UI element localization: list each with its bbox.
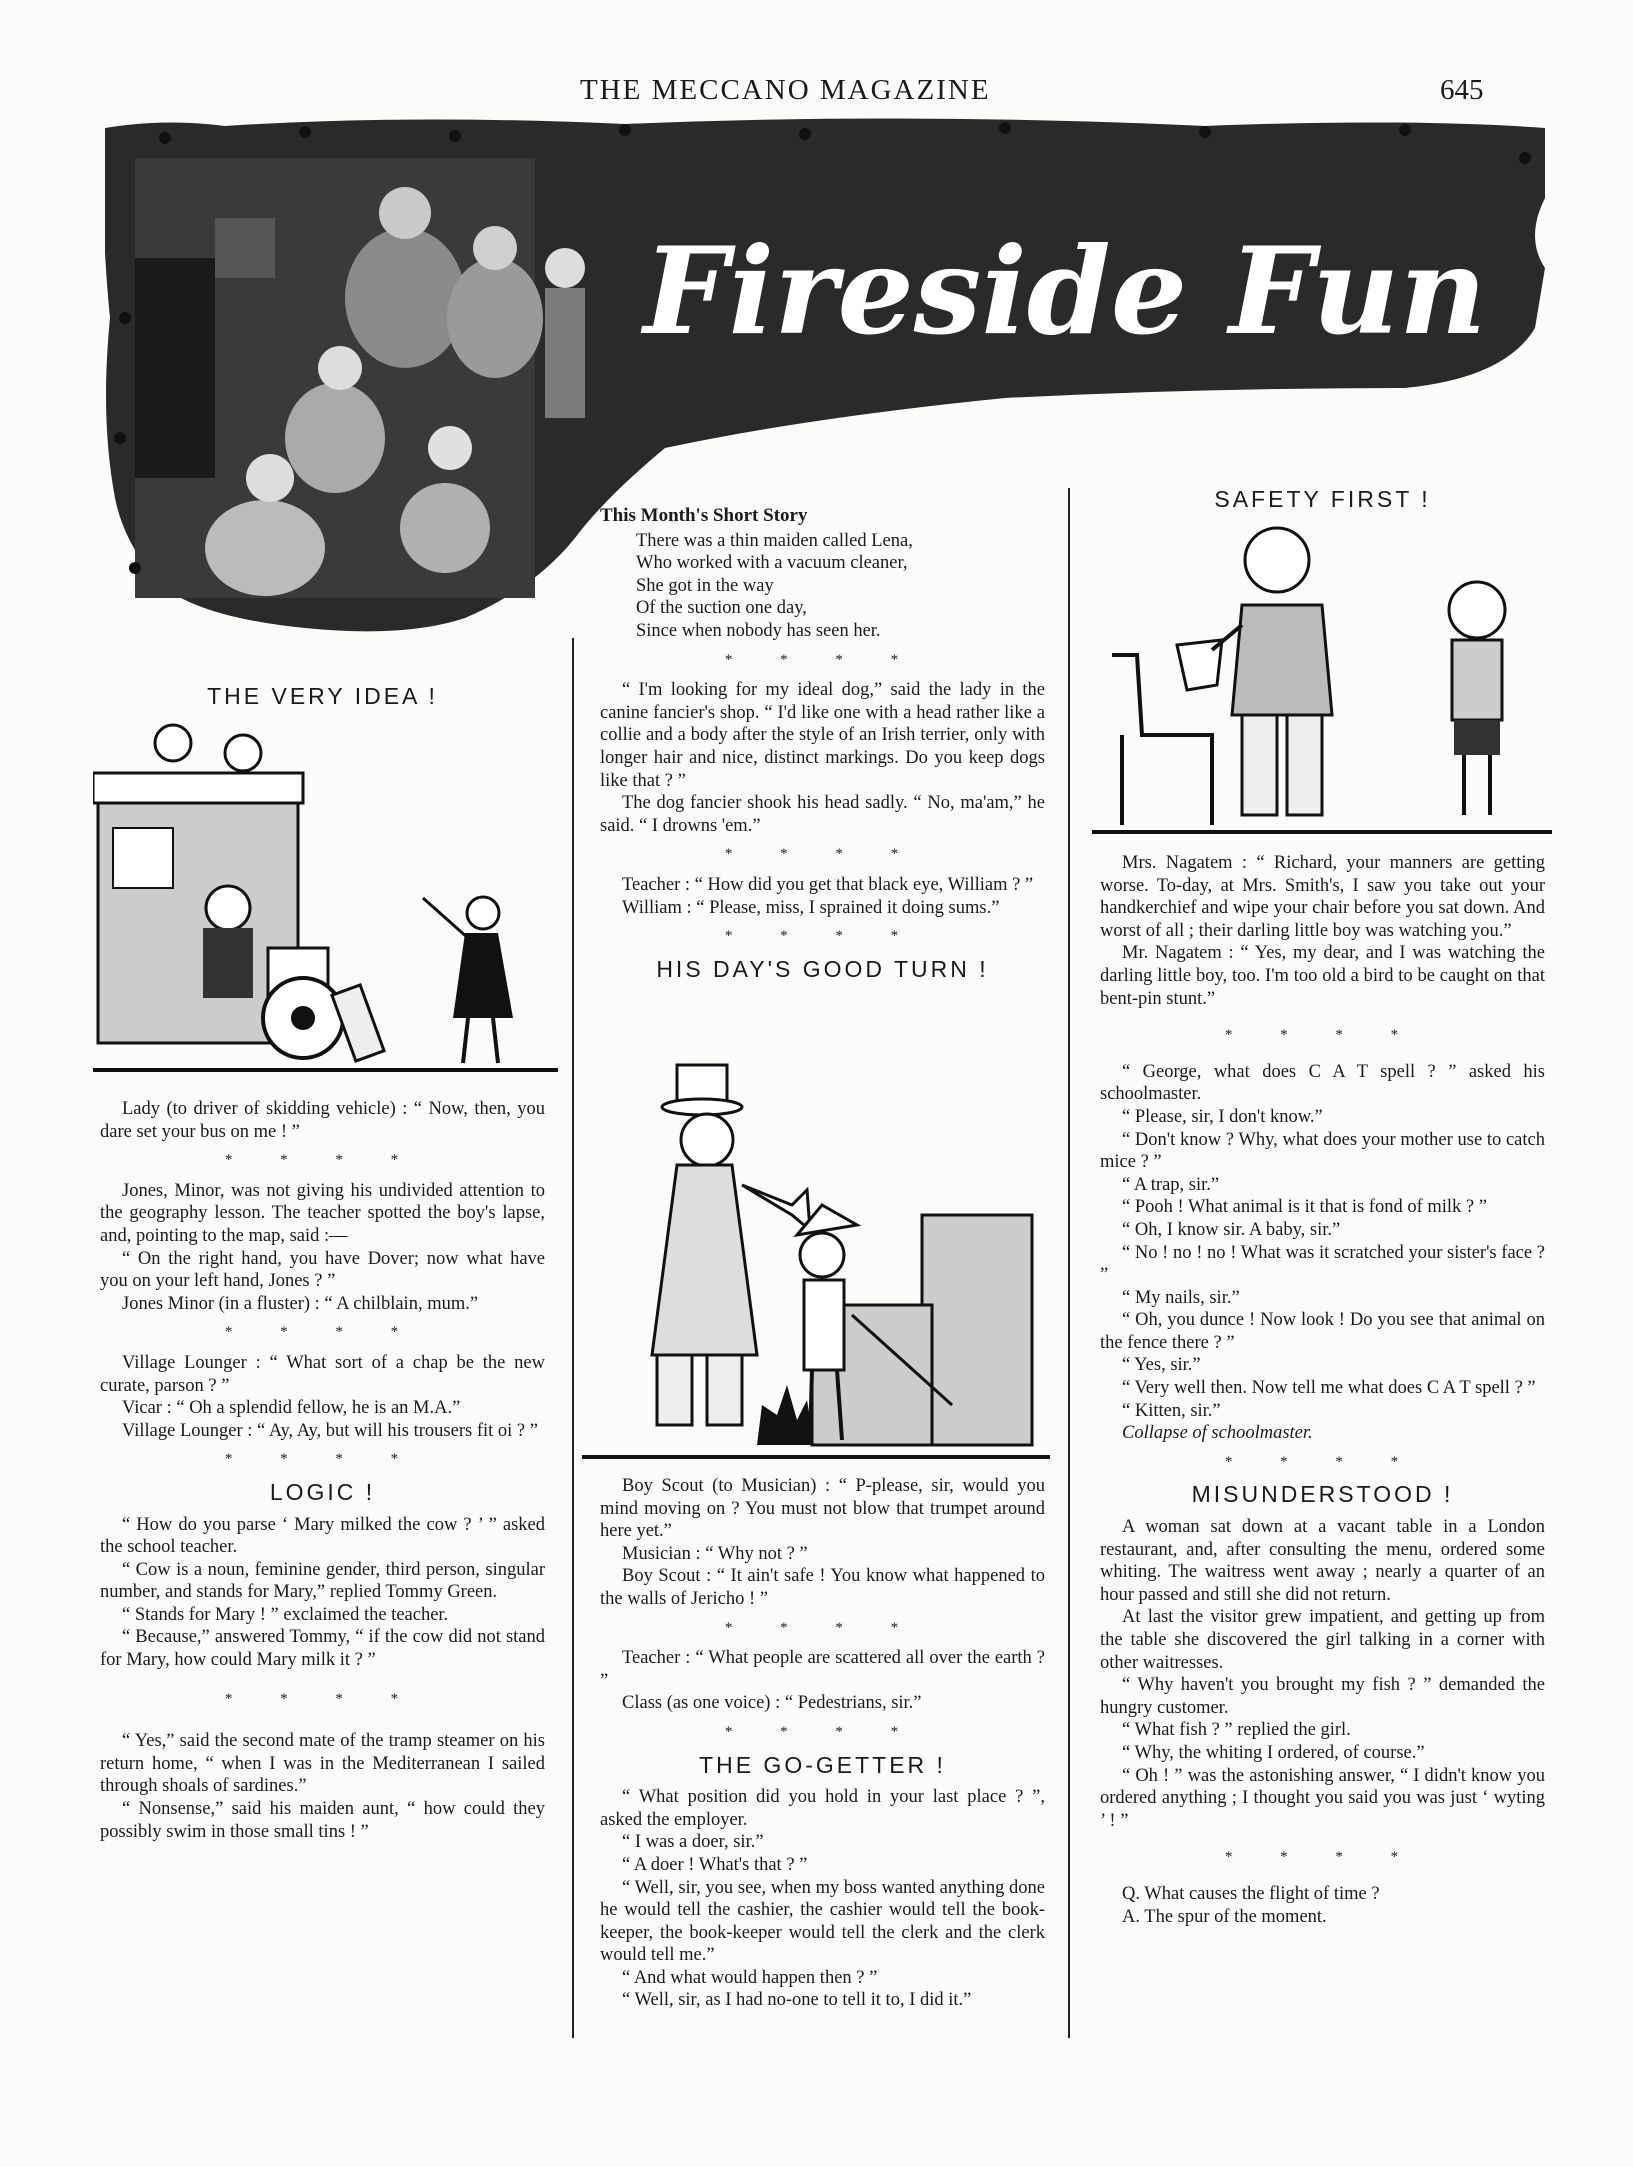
separator-stars: * * * * xyxy=(1224,1453,1421,1470)
joke-go-getter-5: “ And what would happen then ? ” xyxy=(622,1967,878,1988)
joke-go-getter-6: “ Well, sir, as I had no-one to tell it to, I did it.” xyxy=(622,1990,972,2011)
joke-go-getter-2: “ I was a doer, sir.” xyxy=(622,1832,764,1853)
joke-whiting-3: “ Why haven't you brought my fish ? ” demanded the hungry customer. xyxy=(1100,1675,1545,1718)
joke-go-getter-3: “ A doer ! What's that ? ” xyxy=(622,1854,808,1875)
heading-the-very-idea: THE VERY IDEA ! xyxy=(207,683,438,709)
separator-stars: * * * * xyxy=(724,651,921,668)
joke-ideal-dog: “ I'm looking for my ideal dog,” said the lady in the canine fancier's shop. “ I'd like one with a head rather like a collie and a body after the style of an Irish terrier, only with longer hair and nice, distinct markings. Do you keep dogs like that ? ” xyxy=(600,680,1045,791)
separator-stars: * * * * xyxy=(724,1619,921,1636)
heading-misunderstood: MISUNDERSTOOD ! xyxy=(1191,1481,1454,1508)
separator-stars: * * * * xyxy=(224,1690,421,1707)
joke-whiting-6: “ Oh ! ” was the astonishing answer, “ I didn't know you ordered anything ; I thought you said you was just ‘ wyting ’ ! ” xyxy=(1100,1765,1545,1831)
heading-logic: LOGIC ! xyxy=(269,1478,376,1505)
verse-line: Since when nobody has seen her. xyxy=(636,620,881,641)
joke-cat-1: “ George, what does C A T spell ? ” asked his schoolmaster. xyxy=(1100,1061,1545,1105)
joke-cat-12: “ Kitten, sir.” xyxy=(1122,1400,1221,1421)
separator-stars: * * * * xyxy=(1224,1027,1421,1044)
scout-trumpet-cartoon xyxy=(582,1055,1050,1460)
separator-stars: * * * * xyxy=(224,1324,421,1341)
page-number: 645 xyxy=(1440,74,1484,106)
left-column-text xyxy=(100,1098,545,1843)
right-column-text xyxy=(1100,852,1545,1928)
joke-cat-8: “ My nails, sir.” xyxy=(1122,1287,1240,1308)
separator-stars: * * * * xyxy=(224,1152,421,1169)
joke-logic-1: “ How do you parse ‘ Mary milked the cow ? ’ ” asked the school teacher. xyxy=(100,1514,545,1558)
heading-the-go-getter: THE GO-GETTER ! xyxy=(699,1751,946,1778)
heading-safety-first: SAFETY FIRST ! xyxy=(1214,486,1431,512)
joke-logic-2: “ Cow is a noun, feminine gender, third person, singular number, and stands for Mary,” replied Tommy Green. xyxy=(100,1559,545,1603)
heading-his-days-good-turn: HIS DAY'S GOOD TURN ! xyxy=(656,955,989,982)
joke-whiting-1: A woman sat down at a vacant table in a London restaurant, and, after consulting the menu, ordered some whiting. The waitress went away ; nearly a quarter of an hour passed and still she did not return. xyxy=(1100,1517,1545,1605)
joke-whiting-4: “ What fish ? ” replied the girl. xyxy=(1122,1720,1351,1741)
joke-nagatem-2: Mr. Nagatem : “ Yes, my dear, and I was watching the darling little boy, too. I'm too old a bird to be caught on that bent-pin stunt.” xyxy=(1100,943,1545,1009)
column-rule-right xyxy=(1068,488,1070,2038)
riddle-answer: A. The spur of the moment. xyxy=(1122,1906,1327,1927)
joke-pedestrians-2: Class (as one voice) : “ Pedestrians, sir.” xyxy=(622,1693,922,1714)
joke-cat-3: “ Don't know ? Why, what does your mother use to catch mice ? ” xyxy=(1100,1129,1545,1173)
separator-stars: * * * * xyxy=(724,928,921,945)
joke-go-getter-1: “ What position did you hold in your last place ? ”, asked the employer. xyxy=(600,1787,1045,1830)
joke-whiting-5: “ Why, the whiting I ordered, of course.” xyxy=(1122,1742,1425,1763)
joke-jones-minor: Jones, Minor, was not giving his undivided attention to the geography lesson. The teacher spotted the boy's lapse, and, pointing to the map, said :— xyxy=(100,1180,545,1246)
bus-cartoon xyxy=(93,718,558,1073)
joke-go-getter-4: “ Well, sir, you see, when my boss wanted anything done he would tell the cashier, the cashier would tell the book-keeper, the book-keeper would tell the clerk and the clerk would tell me.” xyxy=(600,1877,1045,1966)
joke-logic-4: “ Because,” answered Tommy, “ if the cow did not stand for Mary, how could Mary milk it ? ” xyxy=(100,1627,545,1671)
separator-stars: * * * * xyxy=(724,1723,921,1740)
joke-jones-minor-3: Jones Minor (in a fluster) : “ A chilblain, mum.” xyxy=(122,1293,479,1314)
joke-pedestrians-1: Teacher : “ What people are scattered all over the earth ? ” xyxy=(600,1648,1045,1691)
separator-stars: * * * * xyxy=(1224,1849,1421,1866)
middle-column xyxy=(600,505,1045,990)
verse-line: She got in the way xyxy=(636,575,774,596)
joke-logic-3: “ Stands for Mary ! ” exclaimed the teacher. xyxy=(122,1604,449,1625)
joke-cat-6: “ Oh, I know sir. A baby, sir.” xyxy=(1122,1219,1341,1240)
joke-sardines-2: “ Nonsense,” said his maiden aunt, “ how could they possibly swim in those small tins ! ” xyxy=(100,1799,545,1842)
joke-cat-10: “ Yes, sir.” xyxy=(1122,1355,1201,1376)
joke-lady-bus: Lady (to driver of skidding vehicle) : “ Now, then, you dare set your bus on me ! ” xyxy=(100,1099,545,1142)
short-story-verse xyxy=(600,530,1045,643)
joke-village-lounger: Village Lounger : “ What sort of a chap be the new curate, parson ? ” xyxy=(100,1352,545,1396)
verse-line: There was a thin maiden called Lena, xyxy=(636,530,913,551)
joke-scout-1: Boy Scout (to Musician) : “ P-please, sir, would you mind moving on ? You must not blow that trumpet around here yet.” xyxy=(600,1476,1045,1542)
joke-whiting-2: At last the visitor grew impatient, and getting up from the table she discovered the girl talking in a corner with other waitresses. xyxy=(1100,1607,1545,1673)
joke-scout-3: Boy Scout : “ It ain't safe ! You know what happened to the walls of Jericho ! ” xyxy=(600,1566,1045,1609)
middle-column-text xyxy=(600,1475,1045,2012)
joke-jones-minor-2: “ On the right hand, you have Dover; now what have you on your left hand, Jones ? ” xyxy=(100,1248,545,1292)
joke-cat-11: “ Very well then. Now tell me what does C A T spell ? ” xyxy=(1122,1378,1536,1399)
safety-first-cartoon xyxy=(1092,515,1552,835)
joke-village-lounger-2: Village Lounger : “ Ay, Ay, but will his trousers fit oi ? ” xyxy=(122,1420,538,1441)
riddle-question: Q. What causes the flight of time ? xyxy=(1122,1883,1380,1904)
column-rule-left xyxy=(572,638,574,2038)
joke-black-eye-2: William : “ Please, miss, I sprained it doing sums.” xyxy=(622,897,1000,918)
short-story-title: This Month's Short Story xyxy=(600,505,808,526)
joke-cat-2: “ Please, sir, I don't know.” xyxy=(1122,1106,1323,1127)
joke-cat-13: Collapse of schoolmaster. xyxy=(1122,1423,1313,1444)
joke-ideal-dog-2: The dog fancier shook his head sadly. “ No, ma'am,” he said. “ I drowns 'em.” xyxy=(600,793,1045,836)
verse-line: Of the suction one day, xyxy=(636,598,807,619)
separator-stars: * * * * xyxy=(724,846,921,863)
joke-sardines-1: “ Yes,” said the second mate of the tramp steamer on his return home, “ when I was in the Mediterranean I sailed through shoals of sardines.” xyxy=(100,1731,545,1797)
left-column xyxy=(100,675,545,718)
verse-line: Who worked with a vacuum cleaner, xyxy=(636,553,908,574)
joke-cat-7: “ No ! no ! no ! What was it scratched your sister's face ? ” xyxy=(1100,1242,1545,1286)
joke-cat-5: “ Pooh ! What animal is it that is fond of milk ? ” xyxy=(1122,1197,1487,1218)
running-head: THE MECCANO MAGAZINE xyxy=(580,74,991,106)
joke-black-eye: Teacher : “ How did you get that black eye, William ? ” xyxy=(622,874,1034,895)
joke-cat-9: “ Oh, you dunce ! Now look ! Do you see that animal on the fence there ? ” xyxy=(1100,1310,1545,1353)
joke-nagatem-1: Mrs. Nagatem : “ Richard, your manners are getting worse. To-day, at Mrs. Smith's, I saw you take out your handkerchief and wipe your chair before you sat down. And worst of all ; their darling little boy was watching you.” xyxy=(1100,853,1545,941)
separator-stars: * * * * xyxy=(224,1451,421,1468)
joke-cat-4: “ A trap, sir.” xyxy=(1122,1174,1220,1195)
banner-title: Fireside Fun xyxy=(643,221,1487,362)
joke-scout-2: Musician : “ Why not ? ” xyxy=(622,1543,808,1564)
joke-vicar: Vicar : “ Oh a splendid fellow, he is an M.A.” xyxy=(122,1398,461,1419)
